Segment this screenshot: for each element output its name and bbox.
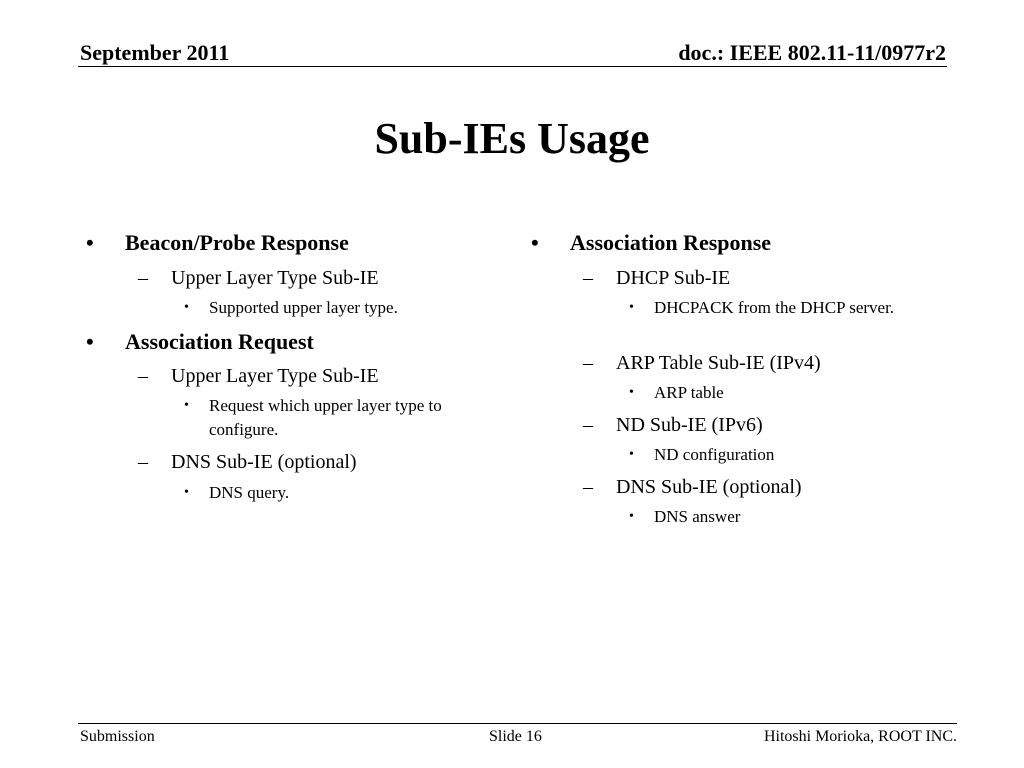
dash-marker: – [583,476,593,498]
bullet-marker: • [629,385,634,400]
bullet-marker: • [86,329,94,354]
bullet-marker: • [531,230,539,255]
dash-marker: – [138,365,148,387]
bullet-marker: • [629,509,634,524]
detail-text: Supported upper layer type. [209,298,398,317]
detail-text: DNS answer [654,507,741,526]
bullet-label: Association Response [570,230,772,255]
detail-text: DNS query. [209,483,290,502]
bullet-marker: • [629,447,634,462]
sub-bullet-label: ARP Table Sub-IE (IPv4) [616,352,821,374]
header-divider [78,66,947,67]
dash-marker: – [138,267,148,289]
dash-marker: – [583,352,593,374]
sub-bullet-label: Upper Layer Type Sub-IE [171,365,379,387]
bullet-label: Association Request [125,329,314,354]
sub-bullet-label: DNS Sub-IE (optional) [171,451,357,473]
bullet-label: Beacon/Probe Response [125,230,349,255]
sub-bullet-label: DHCP Sub-IE [616,267,731,289]
slide-title: Sub-IEs Usage [374,114,650,163]
detail-text: DHCPACK from the DHCP server. [654,298,895,317]
bullet-marker: • [629,300,634,315]
dash-marker: – [583,267,593,289]
dash-marker: – [138,451,148,473]
bullet-marker: • [184,300,189,315]
sub-bullet-label: DNS Sub-IE (optional) [616,476,802,498]
dash-marker: – [583,414,593,436]
bullet-marker: • [86,230,94,255]
detail-text: Request which upper layer type to configure. [209,396,442,439]
sub-bullet-label: ND Sub-IE (IPv6) [616,414,763,436]
detail-text: ND configuration [654,445,775,464]
bullet-marker: • [184,485,189,500]
bullet-marker: • [184,398,189,413]
footer-divider [78,723,957,724]
footer-author: Hitoshi Morioka, ROOT INC. [763,728,957,745]
header-date: September 2011 [80,40,230,65]
header-doc-id: doc.: IEEE 802.11-11/0977r2 [678,40,946,65]
footer-submission: Submission [80,728,155,745]
sub-bullet-label: Upper Layer Type Sub-IE [171,267,379,289]
detail-text: ARP table [654,383,724,402]
footer-slide-number: Slide 16 [489,728,542,745]
